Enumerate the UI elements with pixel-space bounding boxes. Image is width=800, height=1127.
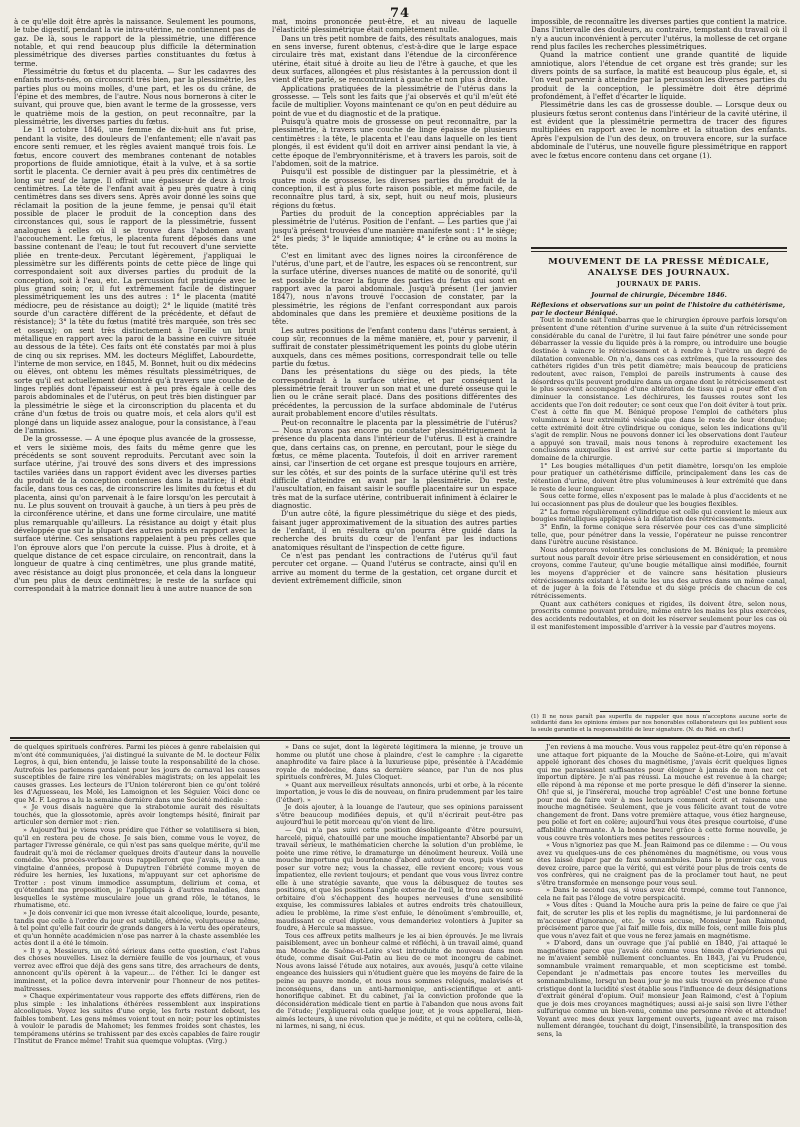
column-1 bbox=[14, 18, 256, 734]
paragraph: Je dois ajouter, à la louange de l'auteur, que ses opinions paraissent s'être beaucoup modifiées depuis, et qu'il n'écrirait peut-être pas aujourd'hui le petit morceau qu'on vient de lire. bbox=[276, 803, 523, 827]
column-3-review bbox=[531, 302, 787, 710]
paragraph: Dans les présentations du siège ou des pieds, la tête correspondrait à la surface utérine, et par conséquent la plessimétrie ferait trouver un son mat et une dureté osseuse qui le lien ou le crâne serait placé. Dans des positions différentes des précédentes, la percussion de la surface abdominale de l'utérus aurait probablement encore d'utiles résultats. bbox=[272, 367, 517, 419]
paragraph: Plessimétrie du fœtus et du placenta. — Sur les cadavres des enfants morts-nés, on circonscrit très bien, par la plessimétrie, les parties plus ou moins molles, d'une part, et les os du crâne, de l'épine et des membres, de l'autre. Nous nous bornerons à citer le suivant, qui prouve que, bien avant le terme de la grossesse, vers le quatrième mois de la gestion, on peut reconnaître, par la plessimétrie, les diverses parties du fœtus. bbox=[14, 67, 256, 127]
paragraph: 3° Enfin, la forme conique sera réservée pour ces cas d'une simplicité telle, que, pour pénétrer dans la vessie, l'opérateur ne puisse rencontrer dans l'urètre aucune résistance. bbox=[531, 523, 787, 547]
column-3-top bbox=[531, 18, 787, 242]
review-section-title: MOUVEMENT DE LA PRESSE MÉDICALE, ANALYSE DES JOURNAUX. bbox=[548, 257, 770, 278]
feuilleton-column-1 bbox=[14, 744, 260, 1120]
paragraph: 2° La forme régulièrement cylindrique est celle qui convient le mieux aux bougies métalliques appliquées à la dilatation des rétrécissements. bbox=[531, 507, 787, 524]
paragraph: de quelques spirituels confrères. Parmi les pièces à genre rabelaisien qui m'ont été communiquées, j'ai distingué la suivante de M. le docteur Félix Legros, à qui, bien entendu, je laisse toute la responsabilité de la chose. Autrefois les parlemens gardaient pour les jours de carnaval les causes susceptibles de faire rire les vénérables magistrats; on les appelait les causes grasses. Les lecteurs de l'Union toléreront bien ce qu'ont toléré les d'Aguesseau, les Molé, les Lamoignon et les Séguier. Voici donc ce que M. F. Legros a lu la semaine dernière dans une Société médicale : bbox=[14, 744, 260, 804]
paragraph: Ce n'est pas pendant les contractions de l'utérus qu'il faut percuter cet organe. — Quand l'utérus se contracte, ainsi qu'il en arrive au moment du terme de la gestation, cet organe durcit et devient extrêmement difficile, sinon bbox=[272, 551, 517, 586]
footnote: (1) Il ne nous paraît pas superflu de rappeler que nous n'acceptons aucune sorte de solidarité dans les opinions émises par nos honorables collaborateurs qui les publient sous la seule garantie et la responsabilité de leur signature. (N. du Réd. en chef.) bbox=[531, 714, 787, 733]
paragraph: » Il y a, Messieurs, un côté sérieux dans cette question, c'est l'abus des choses nouvelles. Lisez la dernière feuille de vos journaux, et vous verrez avec effroi que déjà des gens sans titre, des arracheurs de dents, annoncent qu'ils opèrent à la vapeur.... de l'éther. Ici le danger est imminent, et la police devra intervenir pour l'honneur de nos petites-maîtresses. bbox=[14, 946, 260, 993]
paragraph: mat, moins prononcée peut-être, et au niveau de laquelle l'élasticité plessimétrique était complètement nulle. bbox=[272, 18, 517, 35]
paragraph: » Je dois convenir ici que mon ivresse était alcoolique, lourde, pesante, tandis que celle à l'ordre du jour est subtile, éthérée, voluptueuse même, à tel point qu'elle fait courir de grands dangers à la vertu des opérateurs, et qu'un honnête académicien n'ose pas narrer à la chaste assemblée les actes dont il a été le témoin. bbox=[14, 909, 260, 948]
paragraph: J'en reviens à ma mouche. Vous vous rappelez peut-être qu'en réponse à une attaque fort piquante de la Mouche de Saône-et-Loire, qui m'avait appelé ignorant des choses du magnétisme, j'avais écrit quelques lignes qui me paraissaient suffisantes pour éloigner à jamais de mon nez cet importun diptère. Je n'ai pas réussi. La mouche est revenue à la charge; elle répond à ma réponse et me porte presque le défi d'inserer la sienne. Oh! que si, je l'insérerai, mouche trop agréable! C'est une bonne fortune pour moi de faire voir à mes lecteurs comment écrit et raisonne une mouche magnétisée. Seulement, que je vous félicite avant tout de votre changement de front. Dans votre première attaque, vous étiez hargneuse, peu polie et fort en colère; aujourd'hui vous êtes presque courtoise, d'une affabilité charmante. A la bonne heure! grâce à cette forme nouvelle, je vous couvre très volontiers mes petites ressources : bbox=[537, 744, 787, 842]
paragraph: » Dans le second cas, si vous avez été trompé, comme tout l'annonce, cela ne fait pas l'éloge de votre perspicacité. bbox=[537, 886, 787, 902]
paragraph: » Quant aux merveilleux résultats annoncés, urbi et orbe, à la récente importation, je vous le dis de nouveau, on finira prudemment par les taire (l'éther). » bbox=[276, 780, 523, 804]
paragraph: Parties du produit de la conception appréciables par la plessimétrie de l'utérus. Position de l'enfant. — Les parties que j'ai jusqu'à présent trouvées d'une manière manifeste sont : 1° le siège; 2° les pieds; 3° le liquide amniotique; 4° le crâne ou au moins la tête. bbox=[272, 208, 517, 252]
paragraph: « Vous n'ignoriez pas que M. Jean Raimond pas ce dilemme : — Ou vous avez vu quelques-uns de ces phénomènes du magnétisme, ou vous vous étes laissé duper par de faux somnambules. Dans le premier cas, vous devez croire, parce que la vérité, qui est vérité pour plus de trois cents de vos confrères, qui ne craignent pas de la proclamer tout haut, ne peut s'être transformée en mensonge pour vous seul. bbox=[537, 841, 787, 887]
review-subtitle: JOURNAUX DE PARIS. bbox=[617, 281, 701, 288]
feuilleton-rule bbox=[10, 740, 790, 741]
feuilleton-rule bbox=[10, 737, 790, 739]
paragraph: Quant aux cathéters coniques et rigides, ils doivent être, selon nous, proscrits comme pouvant produire, même entre les mains les plus exercées, des accidents redoutables, et on doit les réserver seulement pour les cas où il est manifestement impossible d'arriver à la vessie par d'autres moyens. bbox=[531, 599, 787, 631]
paragraph: « Je vous disais naguère que la strabotomie aurait des résultats touchés, que la glossotomie, après avoir longtemps hésité, finirait par articuler son dernier mot : rien. bbox=[14, 803, 260, 827]
paragraph: » Chaque expérimentateur vous rapporte des effets différens, rien de plus simple : les inhalations éthérées ressemblent aux inspirations alcooliques. Voyez les suites d'une orgie, les forts restent debout, les faibles tombent. Les gens mêmes voient tout en noir; pour les optimistes à vouloir le paradis de Mahomet; les femmes froides sont chastes, les tempéramens utérins se trahissent par des excès capables de faire rougir l'Institut de France même! Trahit sua quemque voluptas. (Virg.) bbox=[14, 992, 260, 1046]
paragraph: Le 11 octobre 1846, une femme de dix-huit ans fut prise, pendant la visite, des douleurs de l'enfantement; elle n'avait pas encore senti remuer, et les règles avaient manqué trois fois. Le fœtus, encore couvert des membranes contenant de notables proportions de fluide amniotique, était à la vulve, et à sa sortie sortit le placenta. Ce dernier avait à peu près dix centimètres de long sur neuf de large. Il offrait une épaisseur de deux à trois centimètres. La tête de l'enfant avait à peu près quatre à cinq centimètres dans ses divers sens. Après avoir donné les soins que réclamait la position de la jeune femme, je pensai qu'il était possible de placer le produit de la conception dans des circonstances qui, sous le rapport de la plessimétrie, fussent analogues à celles où il se trouve dans l'abdomen avant l'accouchement. Le fœtus, le placenta furent déposés dans une bassine contenant de l'eau; le tout fut recouvert d'une serviette pliée en trente-deux. Percutant légèrement, j'appliquai le plessimètre sur les différents points de cette pièce de linge qui correspondaient soit aux diverses parties du produit de la conception, soit à l'eau, etc. La percussion fut pratiquée avec le plus grand soin; or, il fut extrêmement facile de distinguer plessimétriquement les uns des autres : 1° le placenta (matité médiocre, peu de résistance au doigt); 2° le liquide (matité très sourde d'un caractère différent de la précédente, et défaut de résistance); 3° la tête du fœtus (matité très marquée, son très sec et osseux); on sent très distinctement à l'oreille un bruit métallique en rapport avec la paroi de la bassine en cuivre située au dessous de la tête). Ces faits ont été constatés par moi à plus de cinq ou six reprises. MM. les docteurs Mégliffet, Labourdette, l'interne de mon service, en 1845, M. Bonnet, huit ou dix médecins ou élèves, ont obtenu les mêmes résultats plessimétriques, de sorte qu'il est actuellement démontré qu'à travers une couche de linges repliés dont l'épaisseur est à peu près égale à celle des parois abdominales et de l'utérus, on peut très bien distinguer par la plessimétrie le siège et la circonscription du placenta et du crâne d'un fœtus de trois ou quatre mois, et cela alors qu'il est plongé dans un liquide assez analogue, pour la consistance, à l'eau de l'amnios. bbox=[14, 125, 256, 435]
paragraph: Dans un très petit nombre de faits, des résultats analogues, mais en sens inverse, furent obtenus, c'est-à-dire que le large espace circulaire très mat, existant dans l'étendue de la circonférence utérine, était situé à droite au lieu de l'être à gauche, et que les deux surfaces, allongées et plus résistantes à la percussion dont il vient d'être parlé, se rencontraient à gauche et non plus à droite. bbox=[272, 33, 517, 85]
footnote-rule bbox=[600, 711, 710, 712]
paragraph: Puisqu'à quatre mois de grossesse on peut reconnaître, par la plessimétrie, à travers une couche de linge épaisse de plusieurs centimètres : la tête, le placenta et l'eau dans laquelle on les tient plongés, il est évident qu'il doit en arriver ainsi pendant la vie, à cette époque de l'embryonnitérisme, et à travers les parois, soit de l'abdomen, soit de la matrice. bbox=[272, 117, 517, 168]
paragraph: Applications pratiquées de la plessimétrie de l'utérus dans la grossesse. — Tels sont les faits que j'ai observés et qu'il m'eût été facile de multiplier. Voyons maintenant ce qu'on en peut déduire au point de vue et du diagnostic et de la pratique. bbox=[272, 83, 517, 118]
paragraph: » D'abord, dans un ouvrage que j'ai publié en 1840, j'ai attaqué le magnétisme parce que j'avais été comme vous témoin d'expériences qui ne m'avaient semblé nullement concluantes. En 1843, j'ai vu Prudence, somnambule vraiment remarquable, et mon scepticisme est tombé. Cependant je n'admettais pas encore toutes les merveilles du somnambulisme, lorsqu'un beau jour je me suis trouvé en présence d'une cristique dont la lucidité s'est établie sous l'influence de deux désignations d'extrait général d'opium. Oui! monsieur Jean Raimond, c'est à l'opium que je dois mes croyances magnétiques; aussi ai-je saisi son livre l'éther sulfurique comme un bien-venu, comme une personne rêvée et attendue! Voyant avec mes deux yeux largement ouverts, jugeant avec ma raison nullement dérangée, touchant du doigt, l'insensibilité, la transposition des sens, la bbox=[537, 939, 787, 1038]
paragraph: » Aujourd'hui je viens vous prédire que l'éther se volatilisera si bien, qu'il en restera peu de chose. Je sais bien, comme vous le voyez, de partager l'ivresse générale, ce qui n'est pas sans quelque mérite, qu'il me faudrait qu'à moi de réclamer quelques droits d'auteur dans la nouvelle comédie. Vos procès-verbaux vous rappelleront que j'avais, il y a une vingtaine d'années, proposé à Dupuytren l'ébriété comme moyen de réduire les hernies, les luxations, m'appuyant sur cet aphorisme de Trotter : post vinum immodice assumptum, delirium et coma, et qu'étendant ma proposition, je l'appliquais à d'autres maladies, dans lesquelles le système musculaire joue un grand rôle, le tétanos, le rhumatisme, etc. bbox=[14, 826, 260, 910]
feuilleton-column-3 bbox=[537, 744, 787, 1120]
section-rule bbox=[531, 251, 787, 252]
column-2 bbox=[272, 18, 517, 734]
paragraph: » Vous dites : Quand la Mouche aura pris la peine de faire ce que j'ai fait, de scruter les plis et les replis du magnétisme, je lui pardonnerai de m'accuser d'ignorance, etc. Je vous accuse, Monsieur Jean Raimond, précisément parce que j'ai fait mille fois, dix mille fois, cent mille fois plus que vous n'avez fait et que vous ne ferez jamais en magnétisme. bbox=[537, 901, 787, 940]
paragraph: » Dans ce sujet, dont la légèreté légitimera la mienne, je trouve un homme ou plutôt une chose à plaindre, c'est le camphre : la cigarette anaphrodite va faire place à la luxurieuse pipe, présentée à l'Académie royale de médecine, dans sa dernière séance, par l'un de nos plus spirituels confrères, M. Jules Cloquet. bbox=[276, 744, 523, 782]
paragraph: Tous ces affreux petits malheurs je les ai bien éprouvés. Je me livrais paisiblement, avec un bonheur calme et réfléchi, à un travail aimé, quand ma Mouche de Saône-et-Loire s'est introduite de nouveau dans mon étude, comme disait Gui-Patin au lieu de ce mot incongru de cabinet. Nous avons laissé l'étude aux notaires, aux avoués, jusqu'à cette vilaine engeance des huissiers qui n'étudient guère que les moyens de faire de la peine au pauvre monde, et nous nous sommes relégués, malavisés et inconséquens, dans un anti-harmonique, anti-scientifique et anti-honorifique cabinet. Et du cabinet, j'ai la conviction profonde que la déconsidération médicale tient en partie à l'abandon que nous avons fait de l'étude; j'expliquerai cela quelque jour, et je vous appellerai, bien-aimés lecteurs, à une révolution que je médite, et qui ne coûtera, celle-là, ni larmes, ni sang, ni écus. bbox=[276, 931, 523, 1031]
paragraph: Puisqu'il est possible de distinguer par la plessimétrie, et à quatre mois de grossesse, les diverses parties du produit de la conception, il est à plus forte raison possible, et même facile, de reconnaître plus tard, à six, sept, huit ou neuf mois, plusieurs régions du fœtus. bbox=[272, 167, 517, 210]
paragraph: — Qui n'a pas suivi cette position désobligeante d'être poursuivi, harcelé, piqué, chatouillé par une mouche impatientante? Absorbé par un travail sérieux, le mathématicien cherche la solution d'un problème, le poète une rime rétive, le dramaturge un dénoûment heureux. Voilà une mouche importune qui bourdonne d'abord autour de vous, puis vient se poser sur votre nez; vous la chassez, elle revient encore; vous vous impatientez, elle revient toujours; et pendant que vous vous livrez contre elle à une stratégie savante, que vous la débusquez de toutes ses positions, et que les positions l'angle externe de l'œil, le trou aux ou sous-orbitaire d'où s'échappent des houpes nerveuses d'une sensibilité exquise, les commissures labiales et autres endroits très chatouilleux, adieu le problème, la rime s'est enfuie, le dénoûment s'embrouille, et, maudissant ce cruel diptère, vous demanderiez volontiers à Jupiter sa foudre, à Hercule sa massue. bbox=[276, 826, 523, 933]
paragraph: D'un autre côté, la figure plessimétrique du siège et des pieds, faisant juger approximativement de la situation des autres parties de l'enfant, il en résultera qu'on pourra être guidé dans la recherche des bruits du cœur de l'enfant par les inductions anatomiques résultant de l'inspection de cette figure. bbox=[272, 509, 517, 552]
paragraph: impossible, de reconnaître les diverses parties que contient la matrice. Dans l'intervalle des douleurs, au contraire, tempstant du travail où il n'y a aucun inconvénient à percuter l'utérus, la mollesse de cet organe rend plus faciles les recherches plessimétriques. bbox=[531, 18, 787, 52]
section-rule bbox=[531, 247, 787, 249]
paragraph: Quand la matrice contient une grande quantité de liquide amniotique, alors l'étendue de cet organe est très grande; sur les divers points de sa surface, la matité est beaucoup plus égale, et, si l'on veut parvenir à atteindre par la percussion les diverses parties du produit de la conception, le plessimètre doit être déprimé profondément, à l'effet d'écarter le liquide. bbox=[531, 50, 787, 102]
paragraph: 1° Les bougies métalliques d'un petit diamètre, lorsqu'on les emploie pour pratiquer un cathétérisme difficile, principalement dans les cas de rétention d'urine, doivent être plus volumineuses à leur extrémité que dans le reste de leur longueur. bbox=[531, 461, 787, 493]
paragraph: Nous adopterons volontiers les conclusions de M. Béniqué; la première surtout nous paraît devoir être prise sérieusement en considération, et nous croyons, comme l'auteur, qu'une bougie métallique ainsi modifiée, fournit les moyens d'apprécier et de vaincre sans hésitation plusieurs rétrécissements existant à la suite les uns des autres dans un même canal, et de juger à la fois de l'étendue et du siège précis de chacun de ces rétrécissements. bbox=[531, 546, 787, 600]
paragraph: Les autres positions de l'enfant contenu dans l'utérus seraient, à coup sûr, reconnues de la même manière, et, pour y parvenir, il suffirait de constater plessimétriquement les points du globe utérin auxquels, dans ces mêmes positions, correspondrait telle ou telle partie du fœtus. bbox=[272, 325, 517, 369]
journal-name: Journal de chirurgie, Décembre 1846. bbox=[591, 291, 727, 299]
article-title: Réflexions et observations sur un point de l'histoire du cathétérisme, par le docteur Béniqué. bbox=[531, 302, 786, 317]
paragraph: Tout le monde sait l'embarras que le chirurgien éprouve parfois lorsqu'on présentent d'une rétention d'urine survenue à la suite d'un rétrécissement considérable du canal de l'urètre, il lui faut faire pénétrer une sonde pour débarrasser la vessie du liquide près à la rompre, ou introduire une bougie destinée à vaincre le rétrécissement et à rendre à l'urètre un degré de dilatation convenable. On n'a, dans ces cas extrêmes, que la ressource des cathéters rigides d'un très petit diamètre; mais beaucoup de praticiens redoutent, avec raison, l'emploi de pareils instruments à cause des désordres qu'ils peuvent produire dans un organe dont le rétrécissement est le plus souvent accompagné d'une altération de tissu qui a pour effet d'en diminuer la consistance. Les déchirures, les fausses routes sont les accidents que l'on doit redouter; ce sont ceux que l'on doit éviter à tout prix. C'est à cette fin que M. Béniqué propose l'emploi de cathéters plus volumineux à leur extrémité vésicale que dans le reste de leur étendue; cette extrémité doit être cylindrique ou conique, selon les indications qu'il s'agit de remplir. Nous ne pouvons donner ici les observations dont l'auteur a appuyé son travail, mais nous tenons à reproduire exactement les conclusions auxquelles il est arrivé sur cette partie si importante du domaine de la chirurgie. bbox=[531, 316, 787, 463]
feuilleton-column-2 bbox=[276, 744, 523, 1120]
paragraph: C'est en limitant avec des lignes noires la circonférence de l'utérus, d'une part, et de l'autre, les espaces où se rencontrent, sur la surface utérine, diverses nuances de matité ou de sonorité, qu'il est possible de tracer la figure des parties du fœtus qui sont en rapport avec la paroi abdominale. Jusqu'à présent (1er janvier 1847), nous n'avons trouvé l'occasion de constater, par la plessimétrie, les régions de l'enfant correspondant aux parois abdominales que dans les première et deuxième positions de la tête. bbox=[272, 250, 517, 327]
paragraph: De la grossesse. — A une époque plus avancée de la grossesse, et vers le sixième mois, des faits du même genre que les précédents se sont souvent reproduits. Percutant avec soin la surface utérine, j'ai trouvé des sons divers et des impressions tactiles variées dans un rapport évident avec les diverses parties du produit de la conception contenues dans la matrice; il était facile, dans tous ces cas, de circonscrire les limites du fœtus et du placenta, ainsi qu'on parvenait à le faire lorsqu'on les percutait à nu. Le plus souvent on trouvait à gauche, à un tiers à peu près de la circonférence utérine, et dans une forme circulaire, une matité plus remarquable qu'ailleurs. La résistance au doigt y était plus développée que sur la plupart des autres points en rapport avec la surface utérine. Ces sensations rappelaient à peu près celles que l'on éprouve alors que l'on percute la cuisse. Plus à droite, et à quelque distance de cet espace circulaire, on rencontrait, dans la longueur de quatre à cinq centimètres, une plus grande matité, avec résistance au doigt plus prononcée, et cela dans la longueur d'un peu plus de deux centimètres; le reste de la surface qui correspondait à la matrice donnait lieu à une autre nuance de son bbox=[14, 434, 256, 594]
paragraph: à ce qu'elle doit être après la naissance. Seulement les poumons, le tube digestif, pendant la vie intra-utérine, ne contiennent pas de gaz. De là, sous le rapport de la plessimétrie, une différence notable, et qui rend beaucoup plus difficile la détermination plessimétrique des diverses parties constituantes du fœtus à terme. bbox=[14, 18, 256, 68]
paragraph: Peut-on reconnaître le placenta par la plessimétrie de l'utérus? — Nous n'avons pas encore pu constater plessimétriquement la présence du placenta dans l'intérieur de l'utérus. Il est à craindre que, dans certains cas, on prenne, en percutant, pour le siège du fœtus, ce même placenta. Toutefois, il doit en arriver rarement ainsi, car l'insertion de cet organe est presque toujours en arrière, sur les côtés, et sur des points de la surface utérine qu'il est très difficile d'atteindre en avant par la plessimétrie. Du reste, l'auscultation, en faisant saisir le souffle placentaire sur un espace très mat de la surface utérine, contribuerait infiniment à éclairer le diagnostic. bbox=[272, 417, 517, 510]
paragraph: Sous cette forme, elles n'exposent pas le malade à plus d'accidents et ne lui occasionnent pas plus de douleur que les bougies flexibles. bbox=[531, 492, 787, 509]
page-number: 74 bbox=[389, 6, 411, 21]
paragraph: Plessimétrie dans les cas de grossesse double. — Lorsque deux ou plusieurs fœtus seront contenus dans l'intérieur de la cavité utérine, il est évident que la plessimétrie permettra de tracer des figures multipliées en rapport avec le nombre et la situation des enfants. Après l'expulsion de l'un des deux, on trouvera encore, sur la surface abdominale de l'utérus, une nouvelle figure plessimétrique en rapport avec le fœtus encore contenu dans cet organe (1). bbox=[531, 100, 787, 160]
